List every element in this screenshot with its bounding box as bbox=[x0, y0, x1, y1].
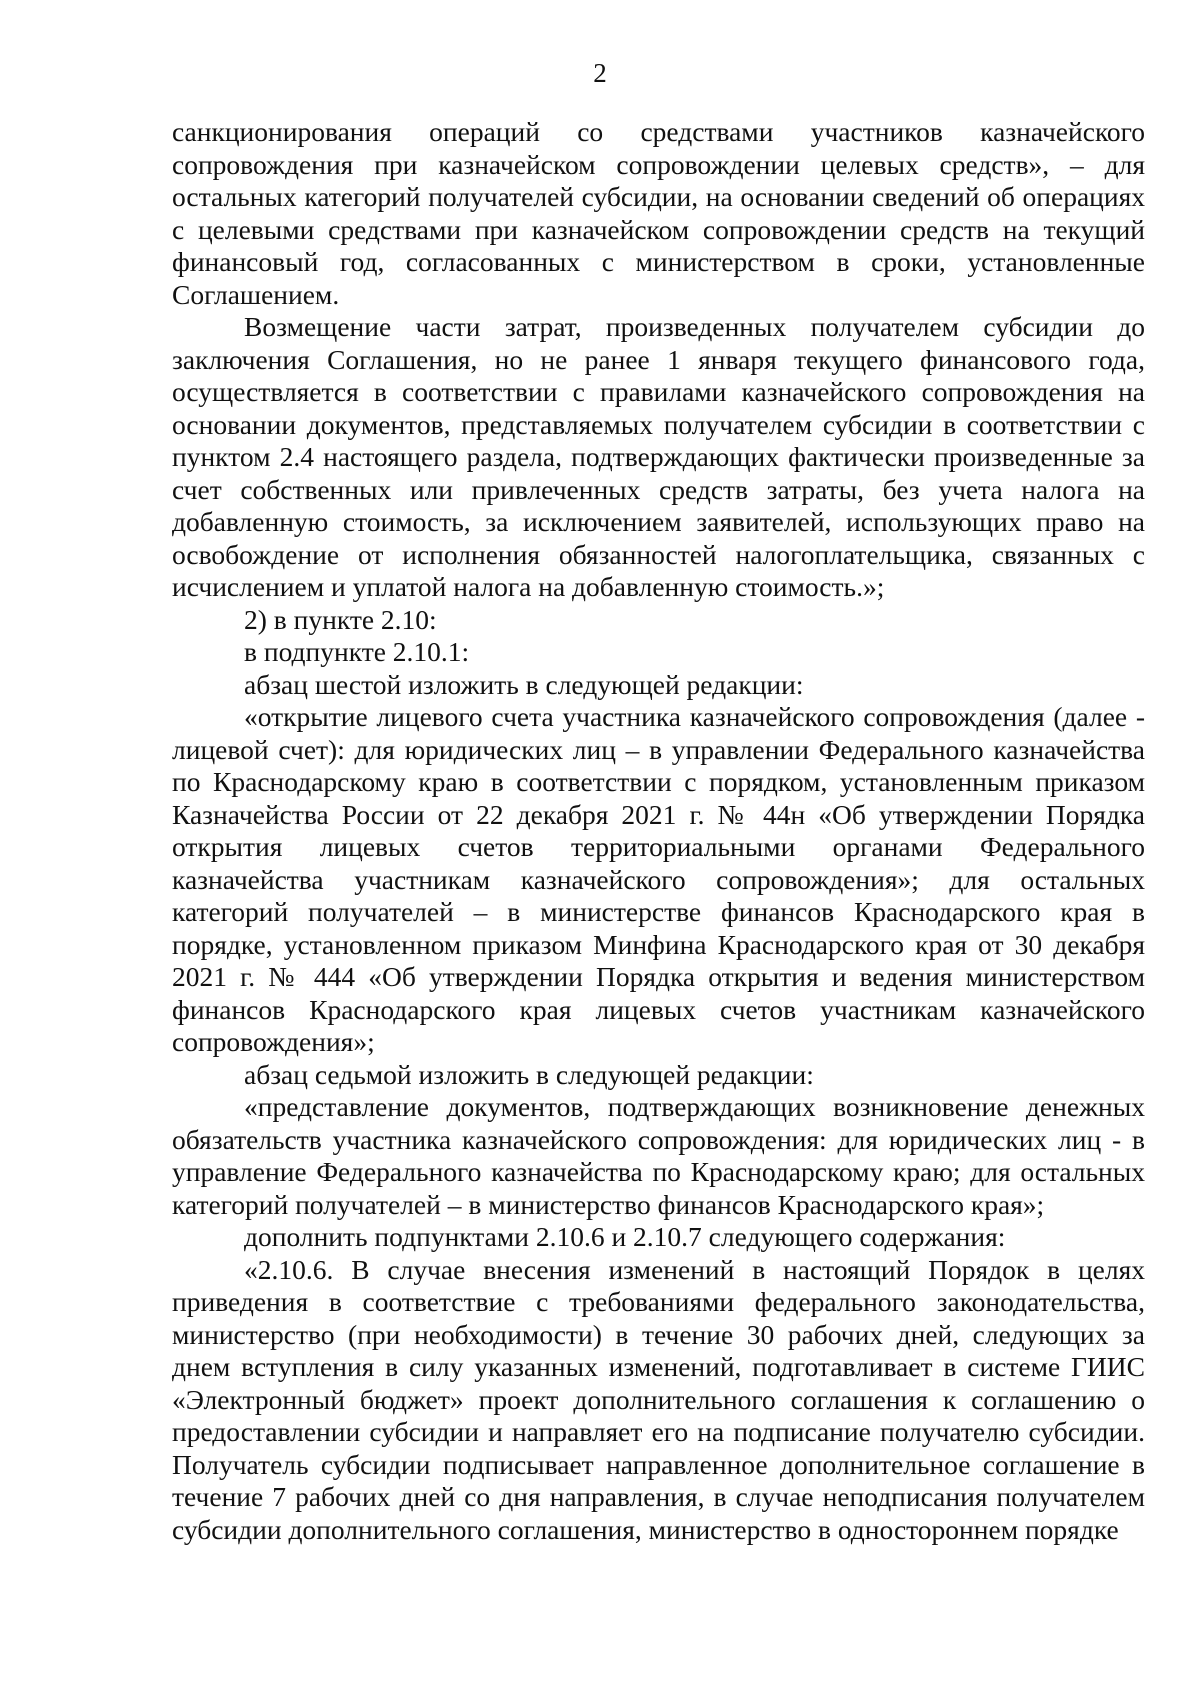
paragraph-seventh-abzac-intro: абзац седьмой изложить в следующей редакции: bbox=[244, 1058, 814, 1090]
paragraph-documents-submission: «представление документов, подтверждающих возникновение денежных обязательств участника казначейского сопровождения: для юридических лиц - в управление Федерального казначейства по Краснодарскому краю; для остальных категорий получателей – в министерство финансов Краснодарского края»; bbox=[172, 1091, 1145, 1220]
paragraph-supplement-intro: дополнить подпунктами 2.10.6 и 2.10.7 следующего содержания: bbox=[244, 1221, 1006, 1252]
paragraph-sixth-abzac-intro: абзац шестой изложить в следующей редакции: bbox=[244, 668, 804, 700]
paragraph-subitem-2-10-1: в подпункте 2.10.1: bbox=[244, 636, 470, 667]
paragraph-reimbursement: Возмещение части затрат, произведенных получателем субсидии до заключения Соглашения, но не ранее 1 января текущего финансового года, осуществляется в соответствии с правилами казначейского сопровождения на основании документов, представляемых получателем субсидии в соответствии с пунктом 2.4 настоящего раздела, подтверждающих фактически произведенные за счет собственных или привлеченных средств затраты, без учета налога на добавленную стоимость, за исключением заявителей, использующих право на освобождение от исполнения обязанностей налогоплательщика, связанных с исчислением и уплатой налога на добавленную стоимость.»; bbox=[172, 311, 1145, 602]
paragraph-account-opening: «открытие лицевого счета участника казначейского сопровождения (далее - лицевой счет): для юридических лиц – в управлении Федерального казначейства по Краснодарскому краю в соответствии с порядком, установленным приказом Казначейства России от 22 декабря 2021 г. № 44н «Об утверждении Порядка открытия лицевых счетов территориальными органами Федерального казначейства участникам казначейского сопровождения»; для остальных категорий получателей – в министерстве финансов Краснодарского края в порядке, установленном приказом Минфина Краснодарского края от 30 декабря 2021 г. № 444 «Об утверждении Порядка открытия и ведения министерством финансов Краснодарского края лицевых счетов участникам казначейского сопровождения»; bbox=[172, 701, 1145, 1057]
paragraph-2-10-6: «2.10.6. В случае внесения изменений в настоящий Порядок в целях приведения в соответствие с требованиями федерального законодательства, министерство (при необходимости) в течение 30 рабочих дней, следующих за днем вступления в силу указанных изменений, подготавливает в системе ГИИС «Электронный бюджет» проект дополнительного соглашения к соглашению о предоставлении субсидии и направляет его на подписание получателю субсидии. Получатель субсидии подписывает направленное дополнительное соглашение в течение 7 рабочих дней со дня направления, в случае неподписания получателем субсидии дополнительного соглашения, министерство в одностороннем порядке bbox=[172, 1253, 1145, 1545]
paragraph-item-2: 2) в пункте 2.10: bbox=[244, 603, 437, 635]
page-number: 2 bbox=[593, 58, 607, 88]
document-body bbox=[172, 116, 1145, 1546]
paragraph-continuation: санкционирования операций со средствами участников казначейского сопровождения при казначейском сопровождении целевых средств», – для остальных категорий получателей субсидии, на основании сведений об операциях с целевыми средствами при казначейском сопровождении средств на текущий финансовый год, согласованных с министерством в сроки, установленные Соглашением. bbox=[172, 116, 1145, 310]
